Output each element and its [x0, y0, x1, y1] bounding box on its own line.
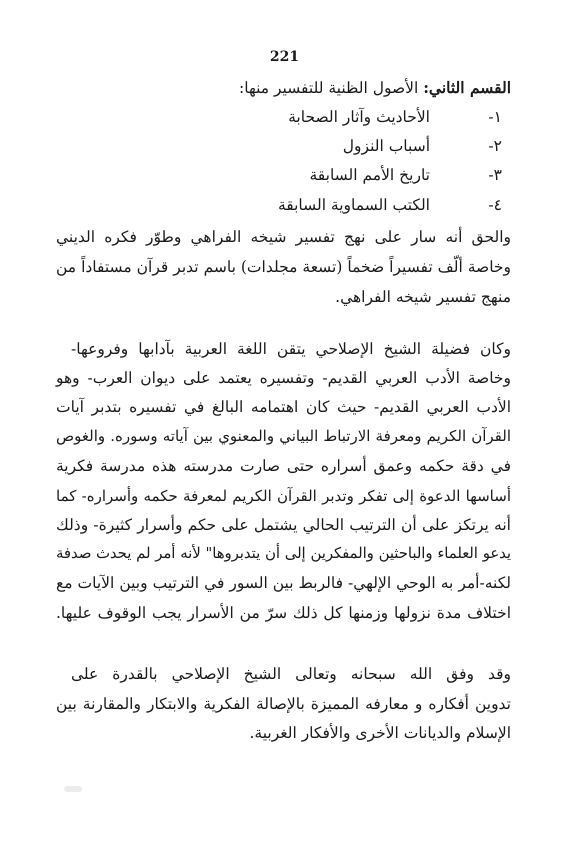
paragraph-3-line: وقد وفق الله سبحانه وتعالى الشيخ الإصلاحي بالقدرة على — [71, 665, 511, 683]
section-heading — [239, 78, 511, 98]
paragraph-2-line: لكنه-أمر به الوحي الإلهي- فالربط بين السور في الترتيب وبين الآيات مع — [56, 574, 511, 592]
page-smudge — [64, 786, 82, 792]
list-item-number: ٢- — [488, 137, 502, 155]
paragraph-3-line: تدوين أفكاره و معارفه المميزة بالإصالة الفكرية والابتكار والمقارنة بين — [56, 695, 511, 713]
paragraph-2-line: يدعو العلماء والباحثين والمفكرين إلى أن يتدبروها" لأنه أمر لم يحدث صدفة — [56, 545, 511, 562]
list-item-number: ٣- — [488, 166, 502, 184]
paragraph-3-line: الإسلام والديانات الأخرى والأفكار الغربية. — [249, 724, 511, 742]
section-heading-label: القسم الثاني: — [423, 78, 511, 97]
list-item-text: الأحاديث وآثار الصحابة — [288, 108, 430, 126]
paragraph-1-line: وخاصة ألّف تفسيراً ضخماً (تسعة مجلدات) باسم تدبر قرآن مستفاداً من — [56, 258, 511, 276]
paragraph-2-line: وخاصة الأدب العربي القديم- وتفسيره يعتمد على ديوان العرب- وهو — [56, 369, 511, 387]
paragraph-1-line: منهج تفسير شيخه الفراهي. — [335, 288, 511, 306]
list-item-text: تاريخ الأمم السابقة — [309, 166, 430, 184]
paragraph-2-line: أنه يرتكز على أن الترتيب الحالي يشتمل على حكم وأسرار كثيرة- وذلك — [56, 516, 511, 534]
page-number: 221 — [269, 49, 300, 65]
list-item-text: أسباب النزول — [342, 137, 430, 155]
section-heading-text: الأصول الظنية للتفسير منها: — [239, 79, 424, 97]
paragraph-2-line: القرآن الكريم ومعرفة الارتباط البياني والمعنوي بين آياته وسوره. والغوص — [56, 427, 511, 445]
list-item-text: الكتب السماوية السابقة — [277, 196, 430, 214]
paragraph-2-line: الأدب العربي القديم- حيث كان اهتمامه البالغ في تفسيره بتدبر آيات — [56, 398, 511, 416]
paragraph-2-line: وكان فضيلة الشيخ الإصلاحي يتقن اللغة العربية بآدابها وفروعها- — [71, 340, 511, 358]
list-item-number: ٤- — [488, 196, 502, 214]
paragraph-2-line: اختلاف مدة نزولها وزمنها كل ذلك سرّ من الأسرار يجب الوقوف عليها. — [56, 604, 511, 622]
paragraph-2-line: أساسها الدعوة إلى تفكر وتدبر القرآن الكريم لمعرفة حكمه وأسراره- كما — [56, 487, 511, 505]
paragraph-2-line: في دقة حكمه وعمق أسراره حتى صارت مدرسته هذه مدرسة فكرية — [56, 457, 511, 475]
paragraph-1-line: والحق أنه سار على نهج تفسير شيخه الفراهي وطوّر فكره الديني — [56, 228, 511, 246]
list-item-number: ١- — [488, 108, 502, 126]
